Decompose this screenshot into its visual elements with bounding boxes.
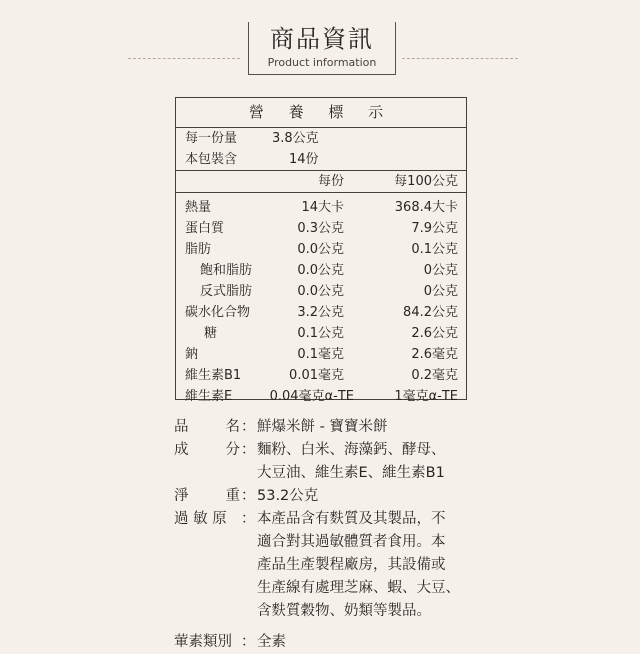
nutrient-per-100g: 2.6公克 [411, 326, 458, 341]
ingredients-value-line: 大豆油、維生素E、維生素B1 [257, 465, 445, 481]
column-header-row [176, 171, 466, 193]
table-row [176, 386, 466, 407]
allergen-row [174, 508, 494, 531]
nutrient-per-serving: 14大卡 [301, 200, 344, 215]
diet-type-value: 全素 [257, 634, 286, 650]
dashed-divider-right [402, 58, 518, 59]
nutrient-label: 鈉 [185, 347, 199, 362]
product-info-list [174, 416, 494, 654]
table-row [176, 218, 466, 239]
table-row [176, 344, 466, 365]
label-char: 名 [225, 419, 240, 435]
label-char: 成 [174, 442, 189, 458]
allergen-row-cont [174, 554, 494, 577]
dashed-divider-left [128, 58, 240, 59]
nutrient-label: 反式脂肪 [200, 284, 253, 299]
serving-size-label: 每一份量 [185, 131, 238, 146]
allergen-value-line: 適合對其過敏體質者食用。本 [257, 534, 446, 550]
colon: ： [241, 634, 256, 650]
table-row [176, 281, 466, 302]
nutrient-label: 糖 [204, 326, 218, 341]
table-row [176, 197, 466, 218]
nutrient-label: 熱量 [185, 200, 212, 215]
table-row [176, 365, 466, 386]
section-subtitle: Product information [267, 56, 377, 69]
nutrient-per-100g: 7.9公克 [411, 221, 458, 236]
servings-per-pack-value: 14份 [289, 152, 319, 167]
colon: ： [241, 419, 256, 435]
section-title-box [248, 22, 396, 75]
nutrient-per-100g: 84.2公克 [403, 305, 458, 320]
label-char: 重 [225, 488, 240, 504]
allergen-value-line: 產品生產製程廠房，其設備或 [257, 557, 446, 573]
net-weight-row [174, 485, 494, 508]
col-per-100g-header: 每100公克 [394, 174, 458, 189]
nutrient-per-serving: 3.2公克 [297, 305, 344, 320]
table-row [176, 323, 466, 344]
diet-type-label: 葷素類別 [174, 634, 232, 650]
nutrient-per-serving: 0.04毫克α-TE [269, 389, 354, 404]
allergen-row-cont [174, 577, 494, 600]
nutrient-per-100g: 1毫克α-TE [394, 389, 458, 404]
nutrient-label: 飽和脂肪 [200, 263, 253, 278]
ingredients-row [174, 439, 494, 462]
nutrient-per-100g: 0.2毫克 [411, 368, 458, 383]
nutrient-per-serving: 0.0公克 [297, 263, 344, 278]
nutrient-per-100g: 368.4大卡 [394, 200, 458, 215]
allergen-value-line: 本產品含有麩質及其製品，不 [257, 511, 446, 527]
ingredients-row-cont [174, 462, 494, 485]
nutrient-per-100g: 0公克 [423, 263, 458, 278]
nutrient-per-100g: 2.6毫克 [411, 347, 458, 362]
nutrient-per-serving: 0.1毫克 [297, 347, 344, 362]
label-char: 品 [174, 419, 189, 435]
table-row [176, 260, 466, 281]
colon: ： [241, 488, 256, 504]
nutrient-label: 脂肪 [185, 242, 212, 257]
nutrient-per-serving: 0.0公克 [297, 284, 344, 299]
nutrition-table-title: 營 養 標 示 [176, 98, 466, 128]
product-name-value: 鮮爆米餅 - 寶寶米餅 [257, 419, 388, 435]
page-header [0, 14, 640, 74]
nutrient-per-serving: 0.01毫克 [289, 368, 344, 383]
section-title: 商品資訊 [270, 25, 374, 53]
nutrient-label: 維生素E [185, 389, 233, 404]
allergen-value-line: 含麩質穀物、奶類等製品。 [257, 603, 431, 619]
col-per-serving-header: 每份 [317, 174, 344, 189]
servings-per-pack-row [176, 149, 466, 171]
nutrient-label: 維生素B1 [185, 368, 242, 383]
ingredients-value-line: 麵粉、白米、海藻鈣、酵母、 [257, 442, 446, 458]
serving-size-value: 3.8公克 [272, 131, 319, 146]
colon: ： [241, 442, 256, 458]
servings-per-pack-label: 本包裝含 [185, 152, 238, 167]
product-name-row [174, 416, 494, 439]
label-char: 淨 [174, 488, 189, 504]
allergen-value-line: 生產線有處理芝麻、蝦、大豆、 [257, 580, 460, 596]
nutrient-per-serving: 0.1公克 [297, 326, 344, 341]
nutrient-label: 蛋白質 [185, 221, 225, 236]
table-row [176, 302, 466, 323]
nutrient-per-100g: 0公克 [423, 284, 458, 299]
allergen-row-cont [174, 600, 494, 623]
allergen-row-cont [174, 531, 494, 554]
nutrient-per-serving: 0.0公克 [297, 242, 344, 257]
nutrition-facts-table [175, 97, 467, 404]
diet-type-row [174, 631, 494, 654]
allergen-label: 過 敏 原 [174, 511, 227, 527]
nutrient-label: 碳水化合物 [185, 305, 251, 320]
label-char: 分 [225, 442, 240, 458]
serving-size-row [176, 128, 466, 149]
colon: ： [241, 511, 256, 527]
table-row [176, 239, 466, 260]
nutrient-per-serving: 0.3公克 [297, 221, 344, 236]
nutrient-per-100g: 0.1公克 [411, 242, 458, 257]
net-weight-value: 53.2公克 [257, 488, 319, 504]
